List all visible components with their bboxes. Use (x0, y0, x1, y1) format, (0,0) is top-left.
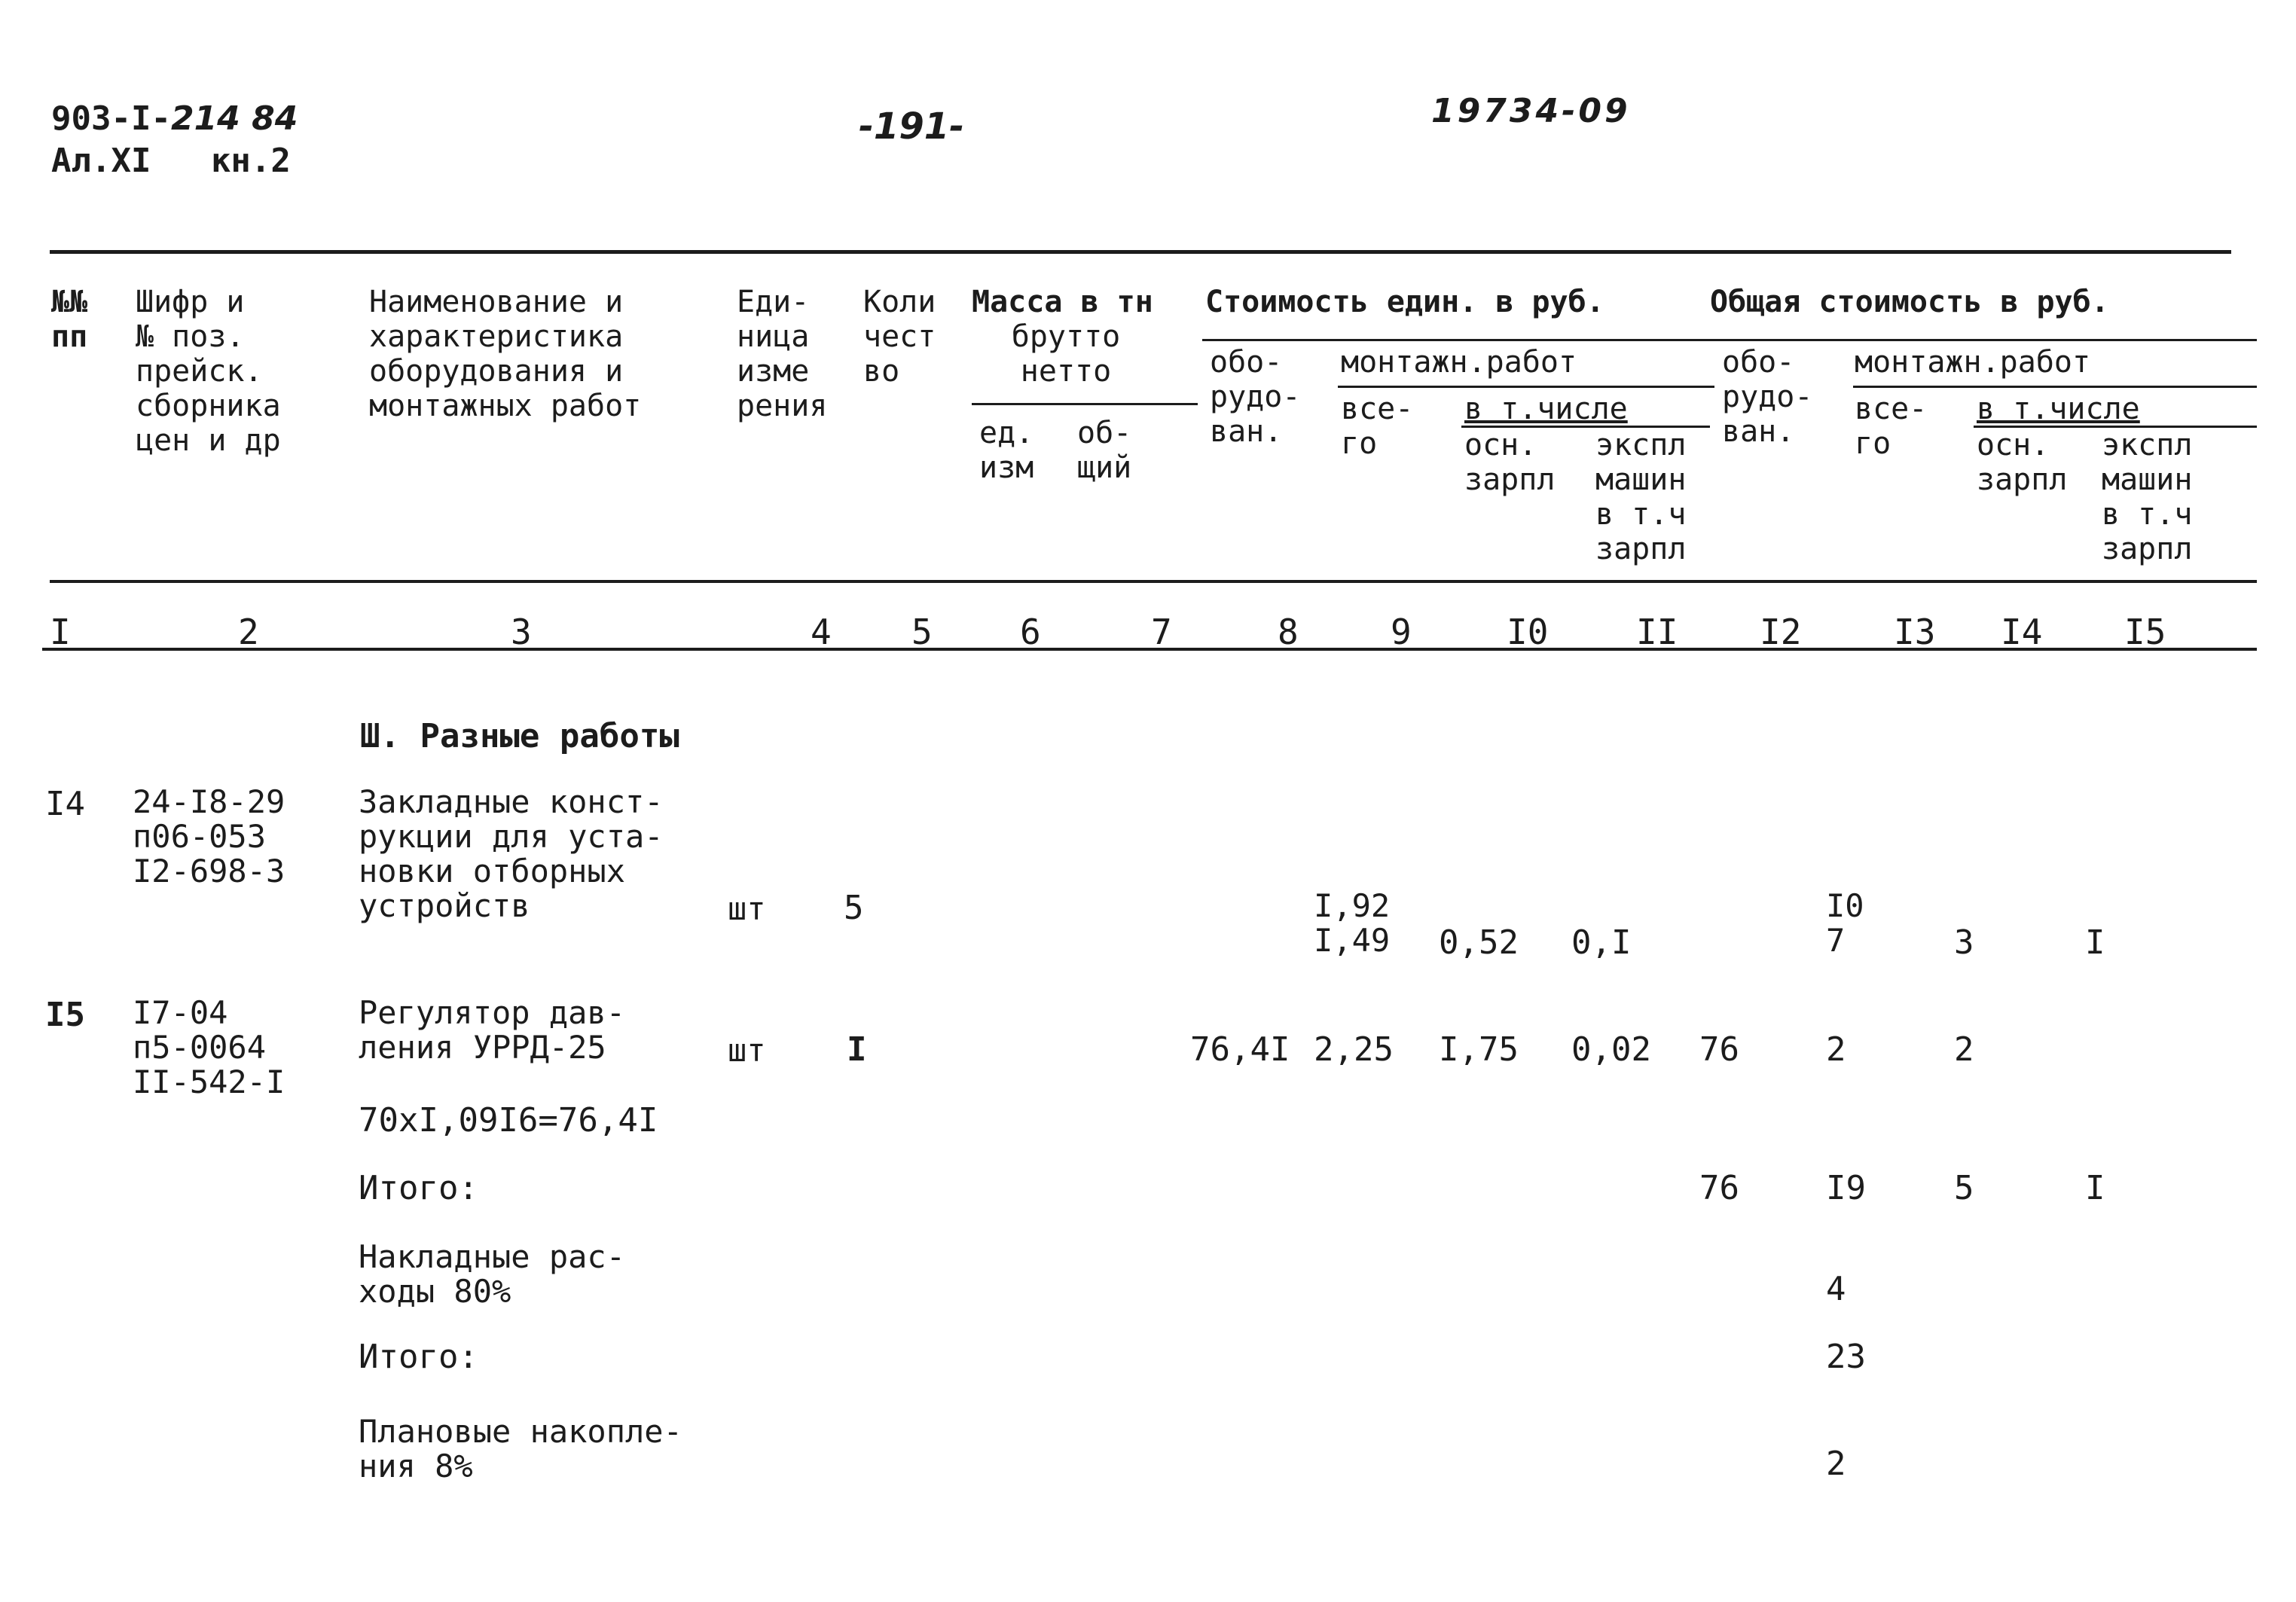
header-col-equipment: обо- рудо- ван. (1210, 345, 1301, 449)
cost-header-rule (1202, 339, 2257, 341)
table-top-rule (50, 250, 2231, 254)
page-number: -191- (859, 105, 965, 148)
column-number: II (1636, 612, 1678, 652)
column-number: I (50, 612, 71, 652)
row-base-wage: I,75 (1439, 1030, 1519, 1069)
install-header-rule (1338, 386, 1714, 388)
document-code-prefix: 903-I- (51, 99, 171, 138)
column-number: I5 (2124, 612, 2166, 652)
table-header-bottom-rule (50, 580, 2257, 583)
row-base-wage: 0,52 (1439, 923, 1519, 962)
row-code: 24-I8-29 п06-053 I2-698-3 (133, 783, 285, 889)
header-col-code: Шифр и № поз. прейск. сборника цен и др (136, 285, 281, 458)
row-number: I5 (45, 996, 85, 1034)
summary-machines-total: I (2085, 1169, 2105, 1207)
row-name: Закладные конст- рукции для уста- новки отборных устройств (359, 783, 664, 924)
header-col-unit: Еди- ница изме рения (737, 285, 828, 423)
header-col-mass-total: об- щий (1077, 416, 1132, 485)
header-install: монтажн.работ (1341, 345, 1577, 380)
row-equipment-total: 76 (1699, 1030, 1739, 1069)
summary-equipment-total: 76 (1699, 1169, 1739, 1207)
column-number: 4 (811, 612, 832, 652)
row-unit: шт (728, 890, 766, 927)
column-number: I3 (1894, 612, 1936, 652)
header-col-machines: экспл машин в т.ч зарпл (1595, 428, 1687, 566)
header-col-mass-unit: ед. изм (979, 416, 1034, 485)
column-number: 5 (911, 612, 933, 652)
row-equipment-unit-cost: 76,4I (1190, 1030, 1290, 1069)
row-quantity: I (847, 1030, 867, 1069)
header-col-number: №№ пп (51, 285, 88, 354)
row-machines-total: I (2085, 923, 2105, 962)
header-col-install-sum: все- го (1855, 392, 1928, 461)
header-unit-cost: Стоимость един. в руб. (1205, 285, 1604, 319)
row-base-wage-total: 3 (1954, 923, 1974, 962)
album-label: Ал.XI (51, 142, 151, 180)
row-install-total: 2 (1826, 1030, 1846, 1069)
row-base-wage-total: 2 (1954, 1030, 1974, 1069)
summary-label: Плановые накопле- ния 8% (359, 1413, 682, 1485)
row-number: I4 (45, 785, 85, 823)
column-number: 6 (1020, 612, 1041, 652)
column-number: I2 (1760, 612, 1802, 652)
summary-install-total: 2 (1826, 1445, 1846, 1483)
column-number: 7 (1151, 612, 1172, 652)
column-number: 9 (1391, 612, 1412, 652)
row-install-unit-cost: I,92 I,49 (1314, 887, 1391, 959)
header-incl: в т.числе (1464, 392, 1628, 426)
summary-label: Итого: (359, 1338, 478, 1376)
book-label: кн.2 (210, 142, 291, 180)
section-title: Ш. Разные работы (360, 717, 679, 755)
summary-label: Итого: (359, 1169, 478, 1207)
header-col-base-wage-total: осн. зарпл (1977, 428, 2068, 497)
header-install-total: монтажн.работ (1855, 345, 2091, 380)
header-col-machines-total: экспл машин в т.ч зарпл (2102, 428, 2193, 566)
summary-install-total: 4 (1826, 1270, 1846, 1308)
row-unit: шт (728, 1032, 766, 1069)
row-install-unit-cost: 2,25 (1314, 1030, 1394, 1069)
header-col-quantity: Коли чест во (863, 285, 936, 389)
summary-install-total: I9 (1826, 1169, 1866, 1207)
header-col-equipment-total: обо- рудо- ван. (1722, 345, 1813, 449)
row-machines: 0,I (1571, 923, 1632, 962)
mass-header-rule (972, 403, 1198, 405)
install2-header-rule (1853, 386, 2257, 388)
header-col-base-wage: осн. зарпл (1464, 428, 1556, 497)
summary-install-total: 23 (1826, 1338, 1866, 1376)
summary-label: Накладные рас- ходы 80% (359, 1238, 626, 1310)
row-formula: 70xI,09I6=76,4I (359, 1101, 658, 1140)
column-number: I4 (2001, 612, 2043, 652)
column-number: I0 (1507, 612, 1549, 652)
row-name: Регулятор дав- ления УРРД-25 (359, 994, 626, 1066)
document-code (51, 99, 298, 138)
row-install-total: I0 7 (1826, 887, 1864, 959)
header-incl-total: в т.числе (1977, 392, 2140, 426)
column-number: 8 (1278, 612, 1299, 652)
header-mass-sub: брутто нетто (1011, 319, 1121, 389)
header-col-name: Наименование и характеристика оборудования и монтажных работ (369, 285, 642, 423)
inventory-number: 19734-09 (1431, 92, 1631, 130)
header-mass: Масса в тн (972, 285, 1153, 319)
summary-base-wage-total: 5 (1954, 1169, 1974, 1207)
column-number: 2 (238, 612, 259, 652)
document-code-handwritten: 214 84 (170, 99, 298, 138)
album-book-label (51, 142, 291, 180)
row-code: I7-04 п5-0064 II-542-I (133, 994, 285, 1100)
row-quantity: 5 (844, 889, 864, 927)
row-machines: 0,02 (1571, 1030, 1651, 1069)
header-col-install-total: все- го (1341, 392, 1414, 461)
column-number: 3 (511, 612, 532, 652)
header-total-cost: Общая стоимость в руб. (1710, 285, 2109, 319)
